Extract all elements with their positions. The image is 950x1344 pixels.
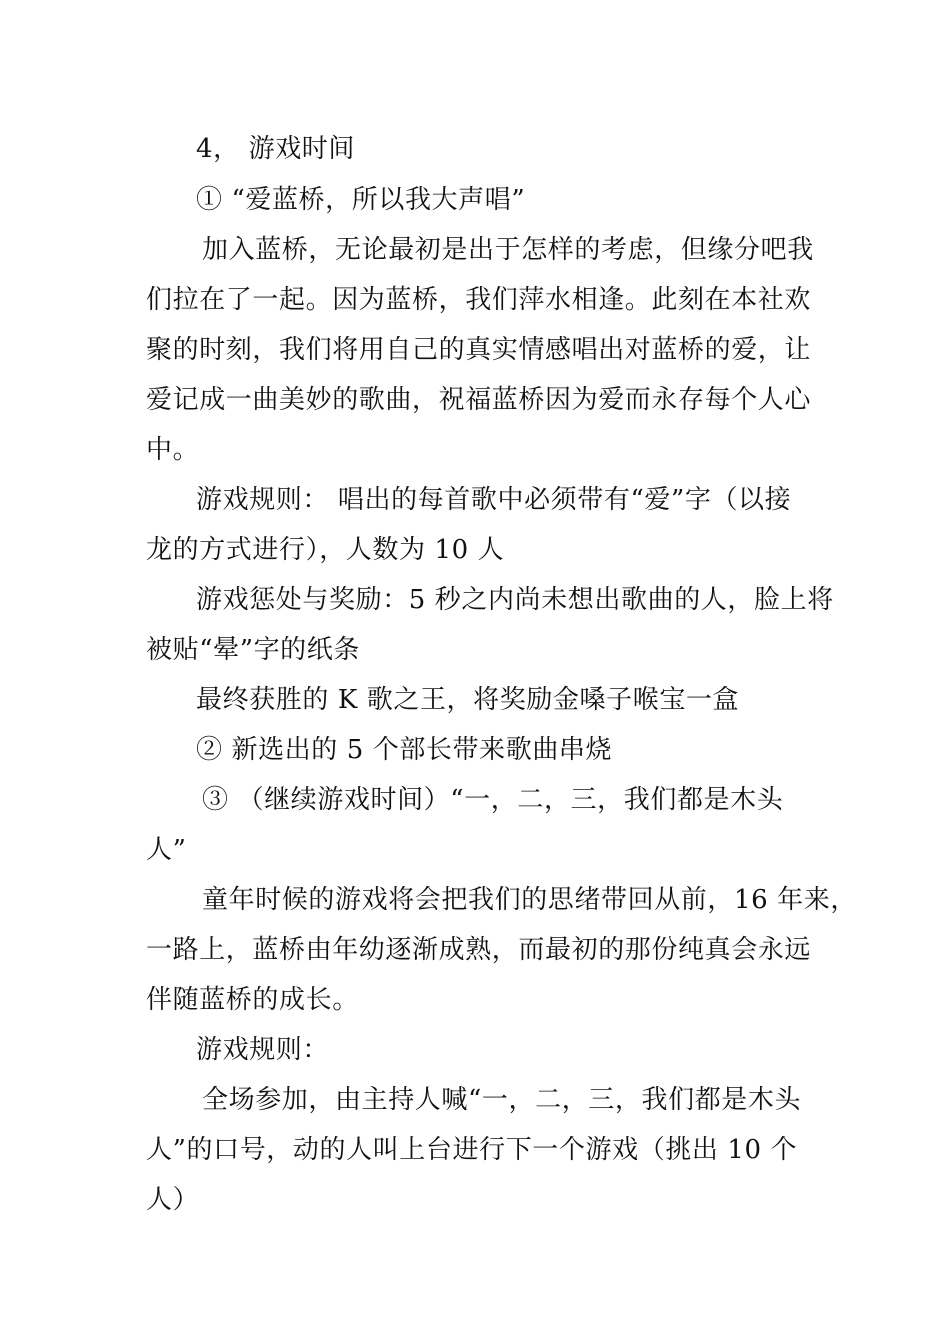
paragraph-line: 一路上，蓝桥由年幼逐渐成熟，而最初的那份纯真会永远 <box>146 935 812 965</box>
penalty-line: 被贴“晕”字的纸条 <box>146 635 360 665</box>
rule-line: 全场参加，由主持人喊“一，二，三，我们都是木头 <box>202 1085 802 1115</box>
rule-heading: 游戏规则： <box>196 1035 330 1065</box>
paragraph-line: 们拉在了一起。因为蓝桥，我们萍水相逢。此刻在本社欢 <box>146 285 812 315</box>
paragraph-line: 加入蓝桥，无论最初是出于怎样的考虑，但缘分吧我 <box>202 235 814 265</box>
paragraph-line: 伴随蓝桥的成长。 <box>146 985 359 1015</box>
paragraph-line: 中。 <box>146 435 200 465</box>
paragraph-line: 聚的时刻，我们将用自己的真实情感唱出对蓝桥的爱，让 <box>146 335 812 365</box>
paragraph-line: 爱记成一曲美妙的歌曲，祝福蓝桥因为爱而永存每个人心 <box>146 385 812 415</box>
penalty-line: 游戏惩处与奖励：5 秒之内尚未想出歌曲的人，脸上将 <box>196 585 834 615</box>
paragraph-line: 童年时候的游戏将会把我们的思绪带回从前，16 年来， <box>202 885 857 915</box>
item-3-title: 人” <box>146 835 187 865</box>
rule-line: 人”的口号，动的人叫上台进行下一个游戏（挑出 10 个 <box>146 1135 798 1165</box>
section-heading: 4， 游戏时间 <box>196 134 356 164</box>
reward-line: 最终获胜的 K 歌之王，将奖励金嗓子喉宝一盒 <box>196 685 740 715</box>
item-2-title: ② 新选出的 5 个部长带来歌曲串烧 <box>196 735 613 765</box>
rule-line: 游戏规则： 唱出的每首歌中必须带有“爱”字（以接 <box>196 485 792 515</box>
item-3-title: ③ （继续游戏时间）“一，二，三，我们都是木头 <box>202 785 784 815</box>
item-1-title: ① “爱蓝桥，所以我大声唱” <box>196 185 526 215</box>
rule-line: 人） <box>146 1185 200 1215</box>
rule-line: 龙的方式进行），人数为 10 人 <box>146 535 505 565</box>
